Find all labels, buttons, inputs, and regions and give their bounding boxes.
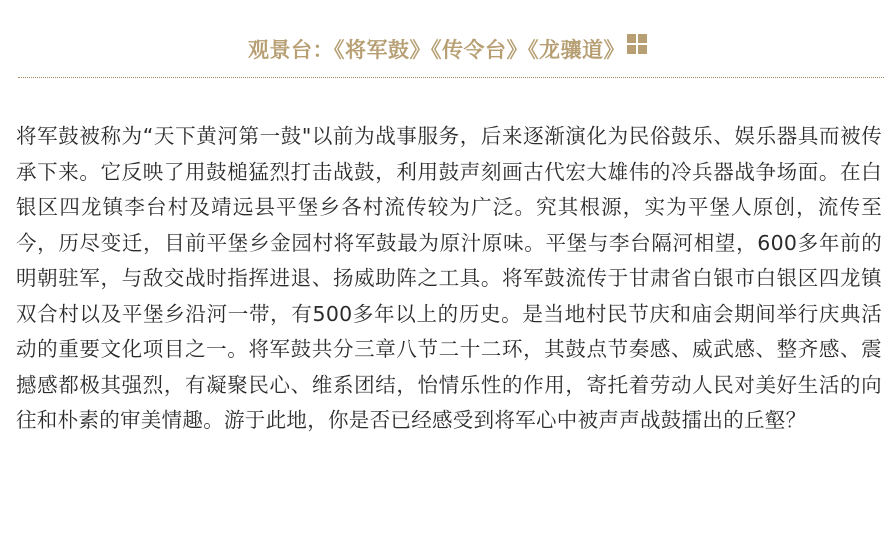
article-paragraph: 将军鼓被称为“天下黄河第一鼓"以前为战事服务，后来逐渐演化为民俗鼓乐、娱乐器具而被传承下来。它反映了用鼓槌猛烈打击战鼓，利用鼓声刻画古代宏大雄伟的冷兵器战争场面。在白银区四龙镇李台村及靖远县平堡乡各村流传较为广泛。究其根源，实为平堡人原创，流传至今，历尽变迁，目前平堡乡金园村将军鼓最为原汁原味。平堡与李台隔河相望，600多年前的明朝驻军，与敌交战时指挥进退、扬威助阵之工具。将军鼓流传于甘肃省白银市白银区四龙镇双合村以及平堡乡沿河一带，有500多年以上的历史。是当地村民节庆和庙会期间举行庆典活动的重要文化项目之一。将军鼓共分三章八节二十二环，其鼓点节奏感、威武感、整齐感、震撼感都极其强烈，有凝聚民心、维系团结，怡情乐性的作用，寄托着劳动人民对美好生活的向往和朴素的审美情趣。游于此地，你是否已经感受到将军心中被声声战鼓擂出的丘壑？ [16,124,882,432]
article-title: 观景台：《将军鼓》《传令台》《龙骧道》 [248,38,625,62]
grid-icon [627,34,647,54]
title-row [0,30,895,70]
dotted-divider [18,77,884,78]
